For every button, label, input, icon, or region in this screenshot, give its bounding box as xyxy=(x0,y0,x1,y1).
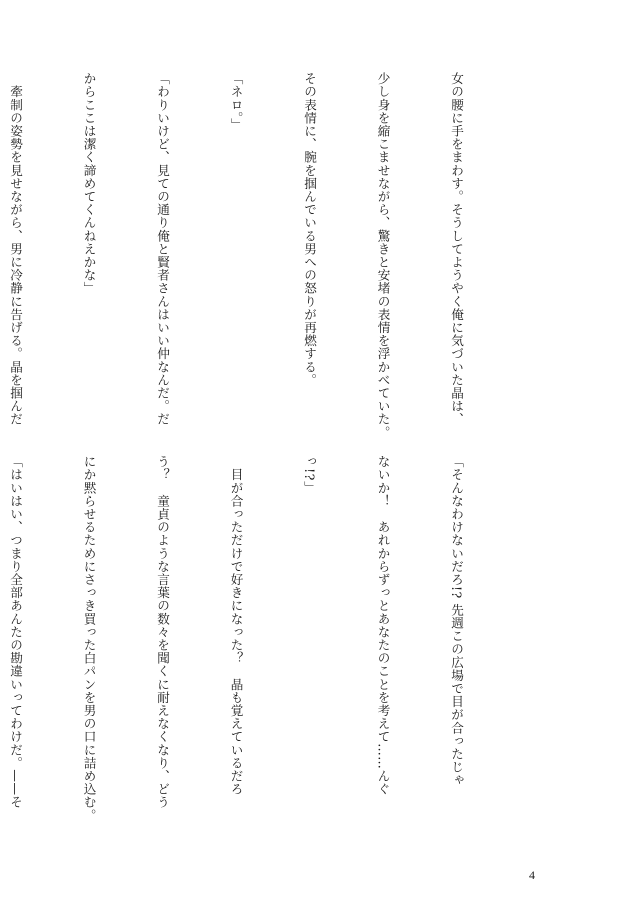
text-line: 「わりいけど、見ての通り俺と賢者さんはいい仲なんだ。だ xyxy=(155,72,170,426)
page-number: 4 xyxy=(529,868,535,882)
text-line: 牽制の姿勢を見せながら、男に冷静に告げる。晶を掴んだ xyxy=(8,72,23,426)
text-block-top xyxy=(0,72,517,442)
text-line: う？ 童貞のような言葉の数々を聞くに耐えなくなり、どう xyxy=(155,455,170,809)
text-line: にか黙らせるためにさっき買った白パンを男の口に詰め込む。 xyxy=(81,455,97,822)
text-line: 「はいはい、つまり全部あんたの勘違いってわけだ。——そ xyxy=(8,455,23,809)
text-line: 少し身を縮こませながら、驚きと安堵の表情を浮かべていた。 xyxy=(375,72,391,439)
text-line: 目が合っただけで好きになった？ 晶も覚えているだろ xyxy=(228,455,244,796)
text-line: 女の腰に手をまわす。そうしてようやく俺に気づいた晶は、 xyxy=(449,72,464,426)
text-line: 「そんなわけないだろ!? 先週この広場で目が合ったじゃ xyxy=(449,455,464,787)
text-line: っ!?」 xyxy=(302,455,317,495)
text-line: 「ネロ。」 xyxy=(228,72,244,132)
text-block-bottom xyxy=(0,455,517,825)
text-line: ないか！ あれからずっとあなたのことを考えて……んぐ xyxy=(375,455,391,796)
text-line: からここは潔く諦めてくんねえかな」 xyxy=(81,72,97,295)
text-line: その表情に、腕を掴んでいる男への怒りが再燃する。 xyxy=(302,72,317,387)
